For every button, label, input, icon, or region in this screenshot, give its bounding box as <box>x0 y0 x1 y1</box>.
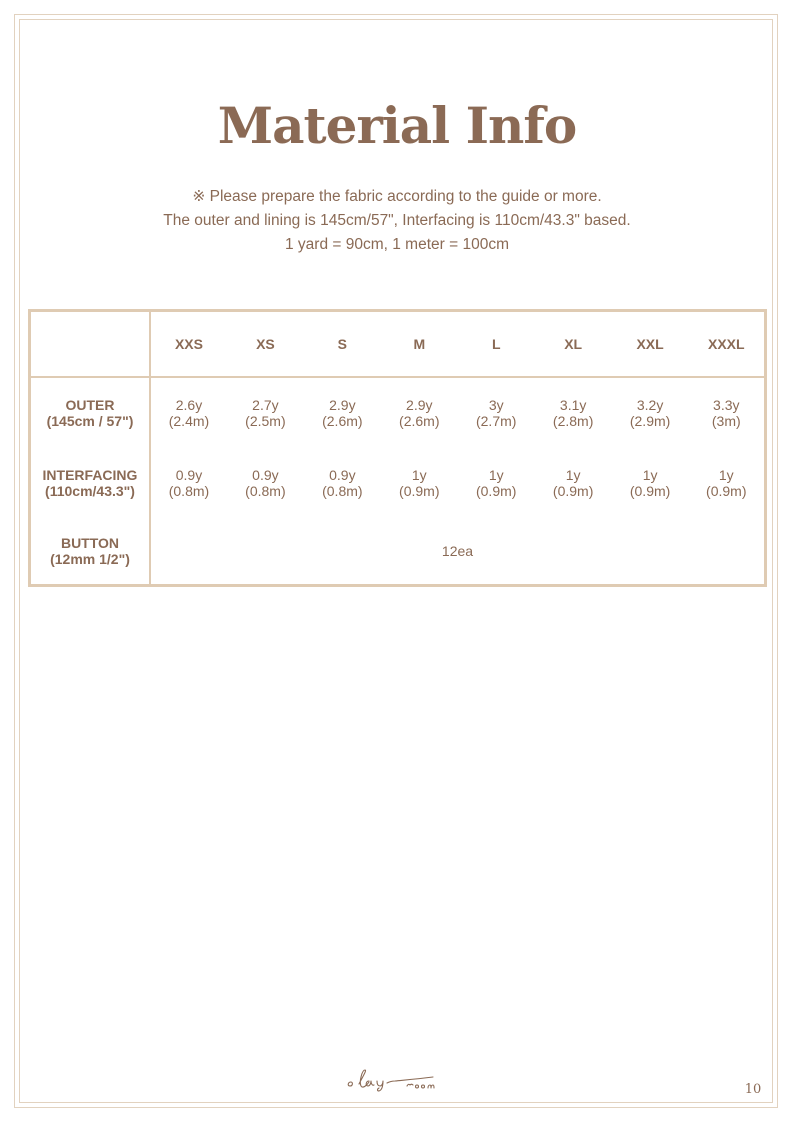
table-cell <box>304 448 381 518</box>
row-label-title: OUTER <box>65 397 115 413</box>
meter-value: (0.9m) <box>552 483 594 499</box>
meter-value: (3m) <box>711 413 741 429</box>
note-line: ※ Please prepare the fabric according to the guide or more. <box>192 188 602 205</box>
meter-value: (2.7m) <box>475 413 517 429</box>
yard-value: 2.9y <box>406 397 433 413</box>
table-cell <box>150 448 227 518</box>
meter-value: (0.8m) <box>322 483 363 499</box>
yard-value: 2.6y <box>175 397 203 413</box>
row-label-title: BUTTON <box>60 535 120 551</box>
yard-value: 1y <box>488 467 504 483</box>
size-header: S <box>304 311 381 378</box>
yard-value: 2.7y <box>252 397 279 413</box>
table-row-interfacing <box>30 448 766 518</box>
size-header: XS <box>227 311 304 378</box>
yard-value: 3.3y <box>713 397 740 413</box>
page-number: 10 <box>744 1082 762 1097</box>
row-label-outer <box>30 377 151 448</box>
header-corner-cell <box>30 311 151 378</box>
table-cell <box>535 377 612 448</box>
size-header: XXXL <box>689 311 766 378</box>
row-label-width: (110cm/43.3") <box>45 483 135 499</box>
table-row-outer <box>30 377 766 448</box>
table-row-button <box>30 518 766 586</box>
row-label-button <box>30 518 151 586</box>
note-line: The outer and lining is 145cm/57", Interfacing is 110cm/43.3" based. <box>163 212 631 229</box>
meter-value: (0.8m) <box>245 483 286 499</box>
yard-value: 3y <box>488 397 504 413</box>
meter-value: (2.9m) <box>629 413 671 429</box>
table-cell <box>227 448 304 518</box>
row-label-interfacing <box>30 448 151 518</box>
table-cell <box>535 448 612 518</box>
yard-value: 2.9y <box>329 397 356 413</box>
yard-value: 1y <box>565 467 581 483</box>
table-cell <box>381 448 458 518</box>
yard-value: 1y <box>642 467 658 483</box>
meter-value: (2.8m) <box>552 413 594 429</box>
brand-signature-logo <box>345 1064 455 1094</box>
note-line: 1 yard = 90cm, 1 meter = 100cm <box>285 236 509 253</box>
yard-value: 0.9y <box>252 467 279 483</box>
row-label-title: INTERFACING <box>42 467 138 483</box>
table-cell <box>458 448 535 518</box>
size-header: XXL <box>612 311 689 378</box>
fabric-notes <box>0 185 794 257</box>
size-header: XL <box>535 311 612 378</box>
meter-value: (0.9m) <box>629 483 671 499</box>
meter-value: (2.6m) <box>399 413 440 429</box>
meter-value: (0.9m) <box>475 483 517 499</box>
button-quantity: 12ea <box>441 543 474 559</box>
meter-value: (0.9m) <box>706 483 747 499</box>
meter-value: (2.6m) <box>322 413 363 429</box>
size-header: L <box>458 311 535 378</box>
yard-value: 0.9y <box>175 467 203 483</box>
table-cell <box>227 377 304 448</box>
table-cell <box>458 377 535 448</box>
meter-value: (2.4m) <box>168 413 210 429</box>
meter-value: (2.5m) <box>245 413 286 429</box>
yard-value: 3.1y <box>559 397 587 413</box>
table-cell <box>612 377 689 448</box>
row-label-size: (12mm 1/2") <box>50 551 130 567</box>
row-label-width: (145cm / 57") <box>46 413 134 429</box>
yard-value: 3.2y <box>636 397 664 413</box>
table-cell <box>381 377 458 448</box>
meter-value: (0.9m) <box>399 483 440 499</box>
page-title: Material Info <box>217 96 577 155</box>
material-table <box>28 309 767 587</box>
table-cell <box>304 377 381 448</box>
table-cell <box>612 448 689 518</box>
table-header-row <box>30 311 766 378</box>
meter-value: (0.8m) <box>168 483 210 499</box>
size-header: XXS <box>150 311 227 378</box>
table-cell <box>689 448 766 518</box>
table-cell <box>689 377 766 448</box>
yard-value: 1y <box>411 467 427 483</box>
size-header: M <box>381 311 458 378</box>
yard-value: 1y <box>718 467 734 483</box>
table-cell <box>150 377 227 448</box>
yard-value: 0.9y <box>329 467 356 483</box>
